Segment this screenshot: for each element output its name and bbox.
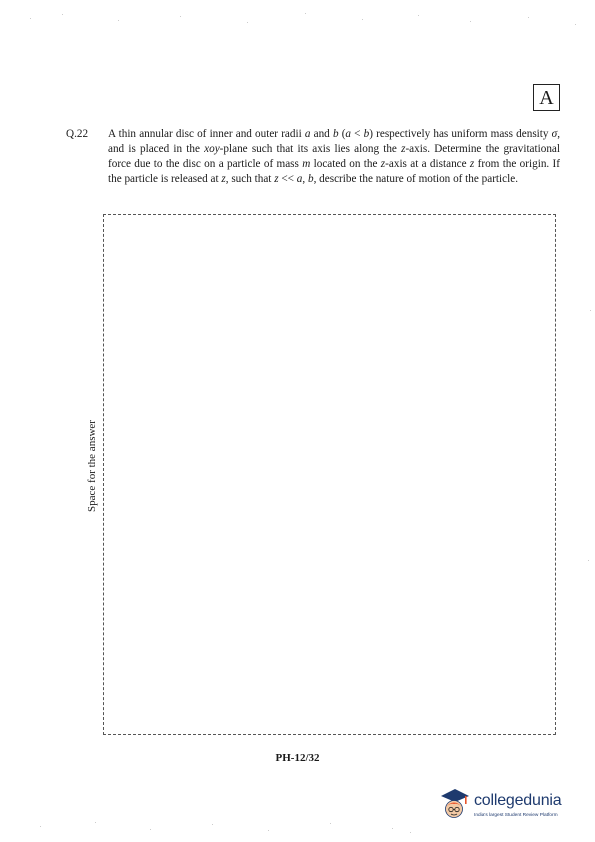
answer-space-box[interactable]: [103, 214, 556, 735]
scan-speck: [590, 310, 591, 311]
scan-speck: [410, 832, 411, 833]
scan-speck: [95, 822, 96, 823]
question-text-run: located on the: [310, 158, 381, 170]
scan-speck: [575, 24, 576, 25]
collegedunia-logo: [438, 786, 578, 822]
answer-space-label: Space for the answer: [86, 420, 98, 512]
question-variable: z: [401, 143, 406, 155]
question-text-run: <: [351, 128, 364, 140]
question-variable: xoy: [204, 143, 220, 155]
scan-speck: [40, 826, 41, 827]
scan-speck: [150, 829, 151, 830]
scan-speck: [30, 18, 31, 19]
scan-speck: [362, 19, 363, 20]
question-text-run: ) respectively has uniform mass density: [369, 128, 552, 140]
question-text-run: -axis. Determine the gravitational force due to the disc on a particle of mass: [108, 143, 560, 170]
question-variable: b: [332, 128, 339, 140]
question-variable: m: [302, 158, 311, 170]
paper-set-box: [533, 84, 560, 111]
question-text-run: (: [338, 128, 346, 140]
scan-speck: [180, 16, 181, 17]
page-code: PH-12/32: [275, 752, 320, 764]
question-text-run: <<: [278, 173, 297, 185]
question-text-run: , describe the nature of motion of the particle.: [313, 173, 518, 185]
question-variable: σ: [551, 128, 558, 140]
scan-speck: [470, 21, 471, 22]
logo-tagline: India's largest Student Review Platform: [474, 813, 558, 818]
question-variable: a: [296, 173, 303, 185]
scan-speck: [62, 14, 63, 15]
scan-speck: [268, 830, 269, 831]
question-variable: z: [469, 158, 475, 170]
question-variable: z: [274, 173, 279, 185]
scan-speck: [392, 828, 393, 829]
question-variable: b: [307, 173, 314, 185]
question-text-run: from the origin. If the particle is released at: [108, 158, 560, 185]
paper-set-label: A: [539, 86, 554, 109]
question-text-run: A thin annular disc of inner and outer radii: [108, 128, 305, 140]
question-text-run: , and is placed in the: [108, 128, 560, 155]
question-variable: a: [345, 128, 352, 140]
question-text-run: -axis at a distance: [385, 158, 470, 170]
scan-speck: [588, 560, 589, 561]
question-variable: z: [380, 158, 386, 170]
question-text-run: -plane such that its axis lies along the: [219, 143, 402, 155]
scan-speck: [528, 17, 529, 18]
scan-speck: [247, 22, 248, 23]
graduate-cap-icon: [438, 786, 470, 822]
scan-speck: [118, 20, 119, 21]
scan-speck: [330, 823, 331, 824]
question-text: [108, 127, 560, 187]
question-variable: z: [221, 173, 226, 185]
question-text-run: and: [310, 128, 333, 140]
question-text-run: , such that: [225, 173, 275, 185]
question-text-run: ,: [302, 173, 308, 185]
logo-name: collegedunia: [474, 792, 562, 809]
scan-speck: [305, 13, 306, 14]
question-variable: b: [363, 128, 370, 140]
question-number: Q.22: [66, 128, 89, 140]
scan-speck: [212, 824, 213, 825]
question-variable: a: [304, 128, 311, 140]
scan-speck: [418, 15, 419, 16]
